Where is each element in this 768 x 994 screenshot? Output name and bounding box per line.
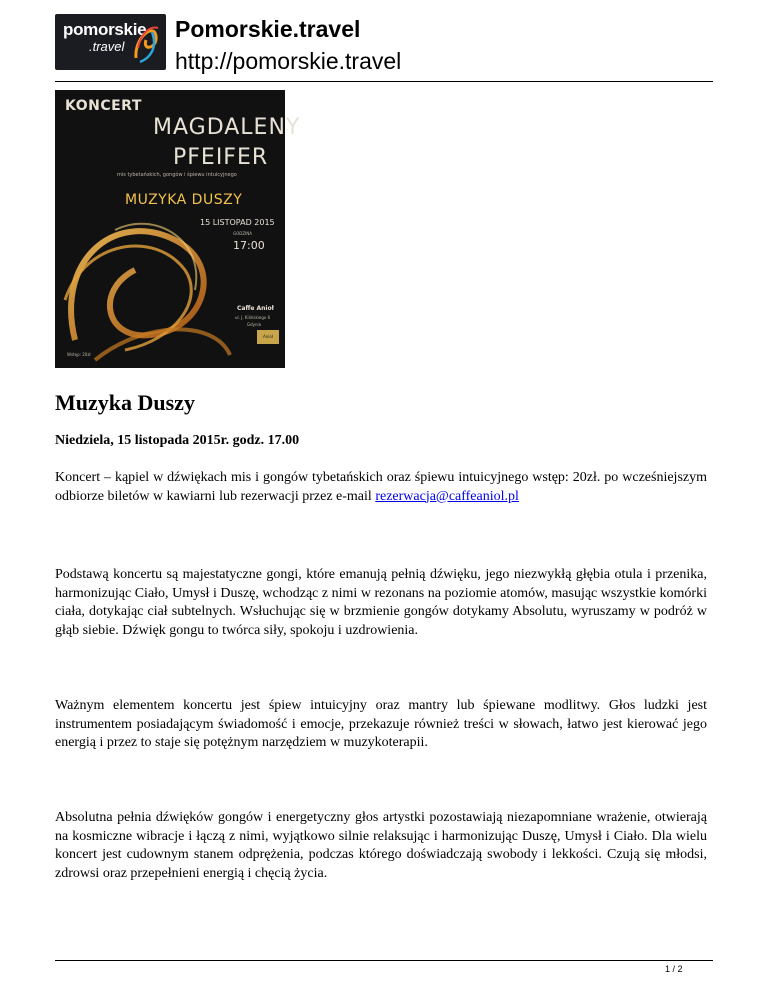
poster-venue-badge: Anioł <box>257 330 279 344</box>
poster-godzina-label: GODZINA <box>233 231 252 236</box>
paragraph-voice: Ważnym elementem koncertu jest śpiew intuicyjny oraz mantry lub śpiewane modlitwy. Głos ludzki jest instrumentem posiadającym świadomość i emocje, przekazuje również treści w słowach, łatwo jest kierować jego energią i przez to staje się potężnym narzędziem w muzykoterapii. <box>55 698 707 750</box>
poster-address-line1: ul. J. Kilińskiego 6 <box>235 315 271 320</box>
poster-name-line2: PFEIFER <box>173 145 269 170</box>
paragraph-intro-text: Koncert – kąpiel w dźwiękach mis i gongów tybetańskich oraz śpiewu intuicyjnego wstęp: 20zł. po wcześniejszym odbiorze biletów w kawiarni lub rezerwacji przez e-mail <box>55 470 707 504</box>
poster-koncert: KONCERT <box>65 98 142 114</box>
poster-date: 15 LISTOPAD 2015 <box>200 218 275 227</box>
logo-text-line2: .travel <box>89 39 125 54</box>
header-divider <box>55 81 713 82</box>
concert-poster-image <box>55 90 301 368</box>
poster-address-line2: Gdynia <box>247 322 262 327</box>
footer-divider <box>55 960 713 961</box>
poster-subtitle: mis tybetańskich, gongów i śpiewu intuicyjnego <box>117 172 237 178</box>
paragraph-summary: Absolutna pełnia dźwięków gongów i energetyczny głos artystki pozostawiają niezapomniane wrażenie, otwierają na kosmiczne wibracje i łączą z nimi, wyjątkowo silnie relaksując i harmonizując Duszę, Umysł i Ciało. Dla wielu koncert jest cudownym stanem odprężenia, podczas którego doświadczają swobody i lekkości. Czują się młodsi, zdrowsi oraz przepełnieni energią i chęcią życia. <box>55 810 707 881</box>
poster-venue: Caffe Anioł <box>237 305 274 312</box>
paragraph-gongs: Podstawą koncertu są majestatyczne gongi, które emanują pełnią dźwięku, jego niezwykłą głębia otula i przenika, harmonizując Ciało, Umysł i Duszę, wchodząc z nimi w rezonans na poziomie atomów, masując wszystkie komórki ciała, dotykając ciał subtelnych. Wsłuchując się w brzmienie gongów dotykamy Absolutu, wyruszamy w podróż w głąb siebie. Dźwięk gongu to twórca siły, spokoju i uzdrowienia. <box>55 567 707 638</box>
site-url: http://pomorskie.travel <box>175 48 402 74</box>
page-header <box>55 14 713 82</box>
pomorskie-logo <box>55 14 166 70</box>
article-title: Muzyka Duszy <box>55 390 195 415</box>
paragraph-intro <box>55 469 707 506</box>
site-title: Pomorskie.travel <box>175 16 361 42</box>
reservation-email-link[interactable]: rezerwacja@caffeaniol.pl <box>375 488 519 504</box>
page-number: 1 / 2 <box>665 964 683 974</box>
poster-name-line1: MAGDALENY <box>153 115 301 140</box>
poster-time: 17:00 <box>233 239 265 252</box>
poster-entry-price: Wstęp: 20zł <box>67 352 91 357</box>
logo-text-line1: pomorskie <box>63 20 147 39</box>
logo-swirl-icon <box>132 18 160 66</box>
event-date-line: Niedziela, 15 listopada 2015r. godz. 17.00 <box>55 433 300 448</box>
poster-title: MUZYKA DUSZY <box>125 192 243 208</box>
